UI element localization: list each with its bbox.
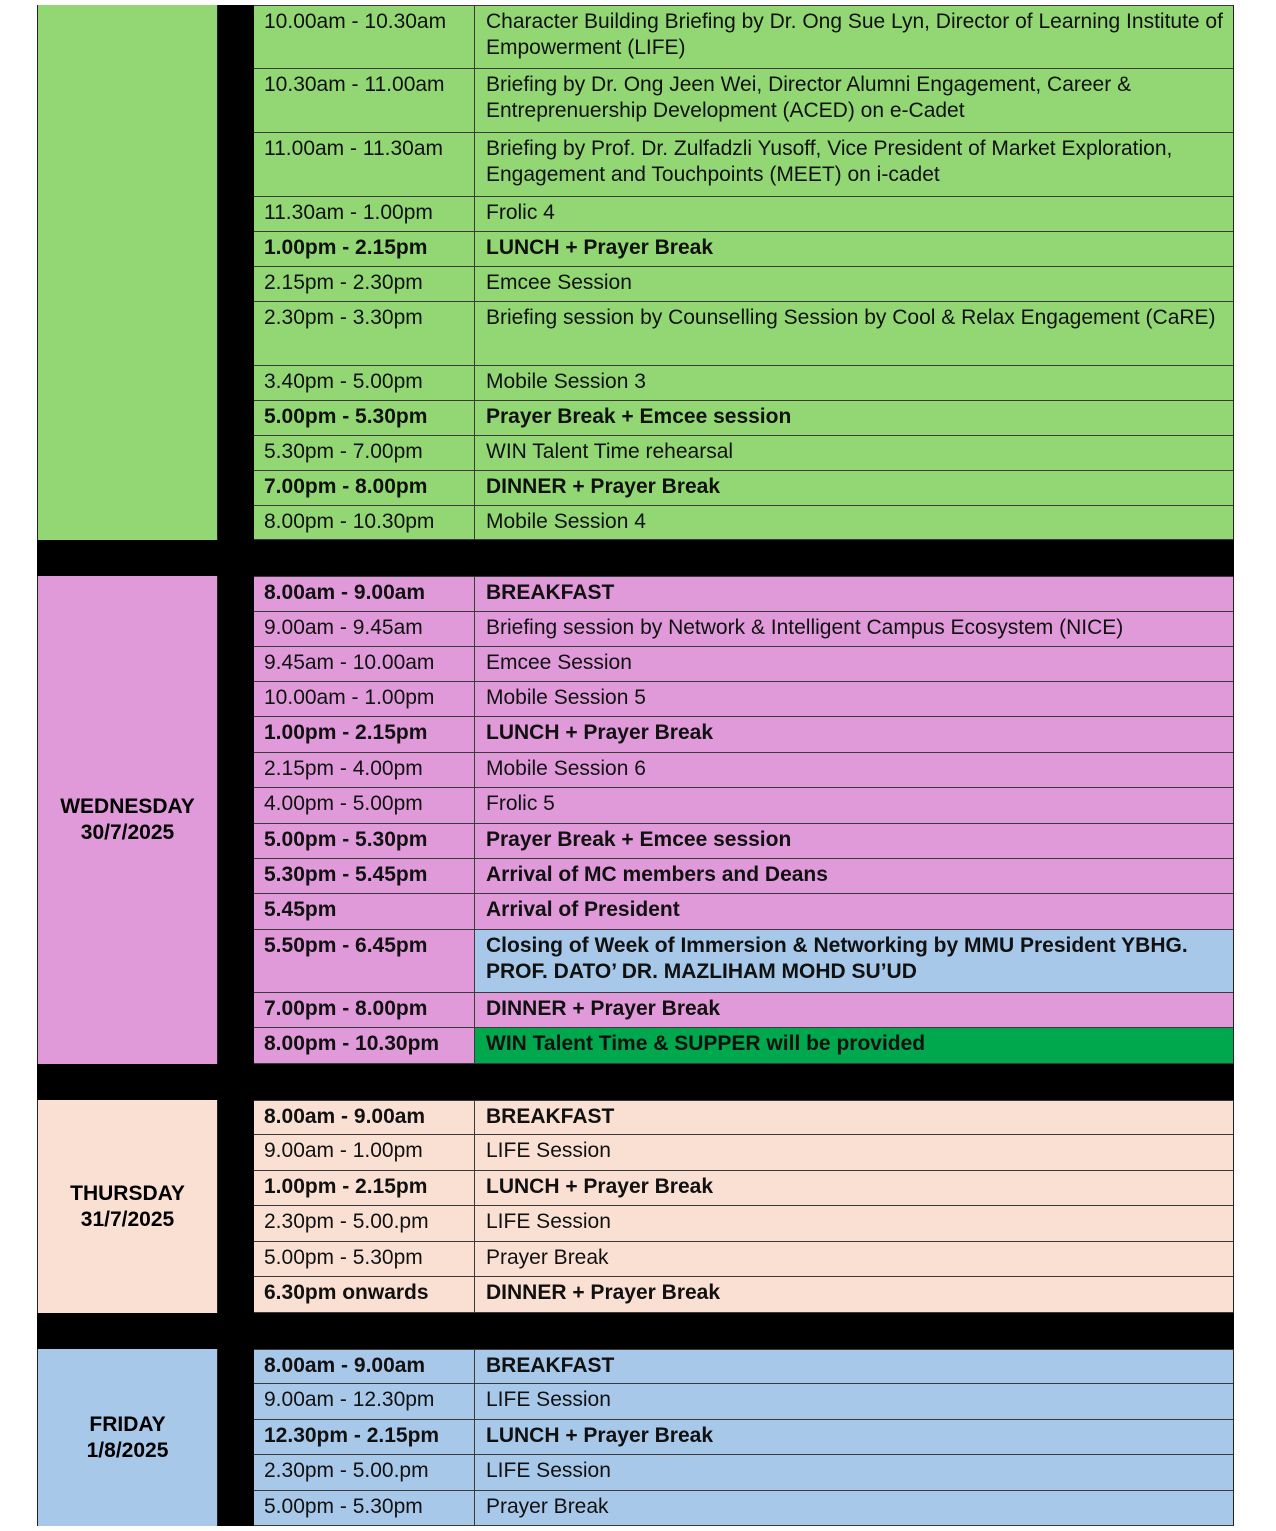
- table-row: [254, 436, 1233, 471]
- time-cell: 10.00am - 1.00pm: [254, 682, 475, 716]
- day-name: THURSDAY: [70, 1181, 185, 1205]
- activity-cell: BREAKFAST: [486, 1354, 615, 1377]
- activity-cell: Arrival of President: [486, 898, 680, 921]
- day-cell: [38, 576, 218, 1064]
- day-block-thursday: [37, 1100, 1234, 1313]
- time-cell: 2.15pm - 4.00pm: [254, 753, 475, 787]
- time-cell: 6.30pm onwards: [254, 1277, 475, 1312]
- table-row: [254, 1135, 1233, 1171]
- activity-cell: Closing of Week of Immersion & Networking by MMU President YBHG. PROF. DATO’ DR. MAZLIHAM MOHD SU’UD: [475, 930, 1233, 992]
- activity-cell: Character Building Briefing by Dr. Ong Sue Lyn, Director of Learning Institute of Empowerment (LIFE): [486, 10, 1223, 59]
- table-row: [254, 647, 1233, 682]
- day-date: 31/7/2025: [80, 1207, 175, 1231]
- activity-cell: Briefing session by Counselling Session by Cool & Relax Engagement (CaRE): [486, 306, 1216, 329]
- schedule-rows: [254, 1349, 1233, 1526]
- activity-cell: Arrival of MC members and Deans: [486, 863, 828, 886]
- activity-cell: Prayer Break + Emcee session: [486, 828, 792, 851]
- time-cell: 7.00pm - 8.00pm: [254, 471, 475, 505]
- table-row: [254, 788, 1233, 824]
- activity-cell: Briefing by Dr. Ong Jeen Wei, Director Alumni Engagement, Career & Entreprenuership Development (ACED) on e-Cadet: [486, 73, 1132, 122]
- activity-cell: LUNCH + Prayer Break: [486, 721, 714, 744]
- activity-cell: BREAKFAST: [486, 581, 615, 604]
- separator-row: [37, 1313, 1234, 1349]
- activity-cell: Prayer Break: [486, 1495, 609, 1518]
- time-cell: 5.45pm: [254, 894, 475, 929]
- activity-cell: Prayer Break + Emcee session: [486, 405, 792, 428]
- day-name: WEDNESDAY: [60, 795, 195, 818]
- time-cell: 5.50pm - 6.45pm: [254, 930, 475, 992]
- activity-cell: LIFE Session: [486, 1388, 611, 1411]
- time-cell: 10.00am - 10.30am: [254, 6, 475, 68]
- activity-cell: Mobile Session 6: [486, 757, 646, 780]
- table-row: [254, 1420, 1233, 1455]
- table-row: [254, 859, 1233, 894]
- time-cell: 2.30pm - 5.00.pm: [254, 1206, 475, 1241]
- activity-cell: DINNER + Prayer Break: [486, 997, 721, 1020]
- table-row: [254, 1242, 1233, 1277]
- activity-cell: DINNER + Prayer Break: [486, 475, 721, 498]
- time-cell: 5.30pm - 5.45pm: [254, 859, 475, 893]
- table-row: [254, 401, 1233, 436]
- table-row: [254, 894, 1233, 930]
- activity-cell: Prayer Break: [486, 1246, 609, 1269]
- activity-cell: BREAKFAST: [486, 1105, 615, 1128]
- time-cell: 8.00am - 9.00am: [254, 577, 475, 611]
- table-row: [254, 506, 1233, 540]
- day-cell: [38, 1349, 218, 1526]
- time-cell: 9.00am - 9.45am: [254, 612, 475, 646]
- table-row: [254, 993, 1233, 1028]
- activity-cell: Frolic 4: [486, 201, 555, 224]
- schedule-rows: [254, 576, 1233, 1064]
- time-cell: 3.40pm - 5.00pm: [254, 366, 475, 400]
- activity-cell: LUNCH + Prayer Break: [486, 236, 714, 259]
- time-cell: 4.00pm - 5.00pm: [254, 788, 475, 823]
- time-cell: 9.00am - 12.30pm: [254, 1384, 475, 1419]
- day-date: 30/7/2025: [80, 821, 175, 844]
- activity-cell: DINNER + Prayer Break: [486, 1281, 721, 1304]
- table-row: [254, 1171, 1233, 1206]
- activity-cell: Emcee Session: [486, 271, 632, 294]
- table-row: [254, 5, 1233, 69]
- activity-cell: Frolic 5: [486, 792, 555, 815]
- time-cell: 2.30pm - 3.30pm: [254, 302, 475, 365]
- time-cell: 11.00am - 11.30am: [254, 133, 475, 196]
- separator-row: [37, 540, 1234, 576]
- day-cell: [38, 5, 218, 540]
- time-cell: 1.00pm - 2.15pm: [254, 717, 475, 752]
- schedule-table: [37, 5, 1234, 1526]
- table-row: [254, 197, 1233, 232]
- table-row: [254, 471, 1233, 506]
- day-cell: [38, 1100, 218, 1313]
- activity-cell: LUNCH + Prayer Break: [486, 1424, 714, 1447]
- table-row: [254, 302, 1233, 366]
- table-row: [254, 576, 1233, 612]
- time-cell: 12.30pm - 2.15pm: [254, 1420, 475, 1454]
- table-row: [254, 930, 1233, 993]
- schedule-rows: [254, 5, 1233, 540]
- time-cell: 1.00pm - 2.15pm: [254, 1171, 475, 1205]
- table-row: [254, 1277, 1233, 1313]
- time-cell: 8.00am - 9.00am: [254, 1101, 475, 1134]
- black-bar: [218, 1349, 254, 1526]
- day-block-wednesday: [37, 576, 1234, 1064]
- table-row: [254, 1455, 1233, 1491]
- activity-cell: LUNCH + Prayer Break: [486, 1175, 714, 1198]
- time-cell: 9.00am - 1.00pm: [254, 1135, 475, 1170]
- table-row: [254, 1100, 1233, 1135]
- activity-cell: WIN Talent Time & SUPPER will be provided: [475, 1028, 1233, 1063]
- table-row: [254, 1384, 1233, 1420]
- table-row: [254, 1206, 1233, 1242]
- day-name: FRIDAY: [89, 1412, 166, 1436]
- activity-cell: Mobile Session 4: [486, 510, 646, 533]
- activity-cell: Briefing session by Network & Intelligent Campus Ecosystem (NICE): [486, 616, 1124, 639]
- activity-cell: Briefing by Prof. Dr. Zulfadzli Yusoff, Vice President of Market Exploration, Engagement and Touchpoints (MEET) on i-cadet: [486, 137, 1173, 186]
- table-row: [254, 1349, 1233, 1384]
- separator-row: [37, 1064, 1234, 1100]
- schedule-rows: [254, 1100, 1233, 1313]
- time-cell: 11.30am - 1.00pm: [254, 197, 475, 231]
- activity-cell: LIFE Session: [486, 1139, 611, 1162]
- black-bar: [218, 5, 254, 540]
- black-bar: [218, 1100, 254, 1313]
- table-row: [254, 366, 1233, 401]
- activity-cell: WIN Talent Time rehearsal: [486, 440, 734, 463]
- time-cell: 5.30pm - 7.00pm: [254, 436, 475, 470]
- activity-cell: Emcee Session: [486, 651, 632, 674]
- time-cell: 2.30pm - 5.00.pm: [254, 1455, 475, 1490]
- time-cell: 5.00pm - 5.30pm: [254, 824, 475, 858]
- table-row: [254, 1491, 1233, 1526]
- time-cell: 9.45am - 10.00am: [254, 647, 475, 681]
- table-row: [254, 1028, 1233, 1064]
- table-row: [254, 824, 1233, 859]
- time-cell: 1.00pm - 2.15pm: [254, 232, 475, 266]
- activity-cell: LIFE Session: [486, 1210, 611, 1233]
- table-row: [254, 612, 1233, 647]
- activity-cell: LIFE Session: [486, 1459, 611, 1482]
- table-row: [254, 717, 1233, 753]
- time-cell: 8.00pm - 10.30pm: [254, 506, 475, 539]
- table-row: [254, 133, 1233, 197]
- activity-cell: Mobile Session 3: [486, 370, 646, 393]
- table-row: [254, 232, 1233, 267]
- time-cell: 8.00am - 9.00am: [254, 1350, 475, 1383]
- day-block-friday: [37, 1349, 1234, 1526]
- time-cell: 5.00pm - 5.30pm: [254, 1242, 475, 1276]
- time-cell: 10.30am - 11.00am: [254, 69, 475, 132]
- time-cell: 5.00pm - 5.30pm: [254, 1491, 475, 1525]
- activity-cell: Mobile Session 5: [486, 686, 646, 709]
- time-cell: 2.15pm - 2.30pm: [254, 267, 475, 301]
- day-date: 1/8/2025: [86, 1438, 169, 1462]
- table-row: [254, 682, 1233, 717]
- table-row: [254, 69, 1233, 133]
- black-bar: [218, 576, 254, 1064]
- day-block-tuesday: [37, 5, 1234, 540]
- time-cell: 8.00pm - 10.30pm: [254, 1028, 475, 1063]
- time-cell: 5.00pm - 5.30pm: [254, 401, 475, 435]
- time-cell: 7.00pm - 8.00pm: [254, 993, 475, 1027]
- table-row: [254, 753, 1233, 788]
- table-row: [254, 267, 1233, 302]
